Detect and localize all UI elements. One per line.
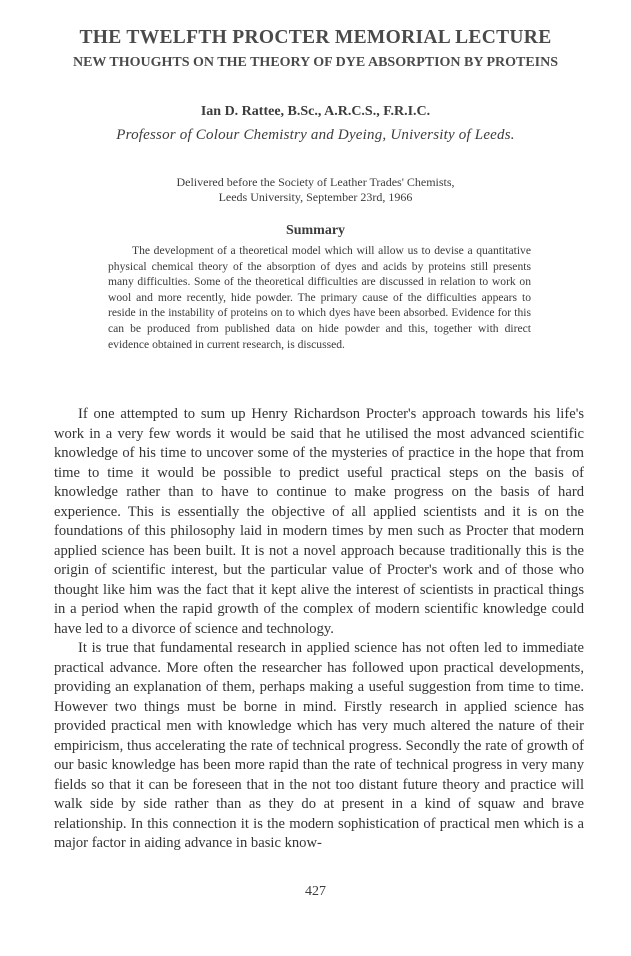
page-number: 427 <box>305 884 326 899</box>
delivery-note-line-2: Leeds University, September 23rd, 1966 <box>218 189 413 204</box>
summary-text: The development of a theoretical model which will allow us to devise a quantitative physical chemical theory of the absorption of dyes and acids by proteins still presents many difficulties. Some of the theoretical difficulties are discussed in relation to work on wool and more recently, hide powder. The primary cause of the difficulties appears to reside in the instability of proteins on to which dyes have been absorbed. Evidence for this can be produced from published data on hide powder and this, together with direct evidence obtained in current research, is discussed. <box>108 244 531 351</box>
delivery-note-line-1: Delivered before the Society of Leather Trades' Chemists, <box>176 175 455 189</box>
body-paragraph: If one attempted to sum up Henry Richardson Procter's approach towards his life's work in a very few words it would be said that he utilised the most advanced scientific knowledge of his time to uncover some of the mysteries of practice in the hope that from time to time it would be possible to predict useful practical steps on the basis of knowledge rather than to have to continue to make progress on the basis of hard experience. This is essentially the objective of all applied scientists and it is on the foundations of this philosophy laid in modern times by men such as Procter that modern applied science has been built. It is not a novel approach because traditionally this is the origin of scientific interest, but the particular value of Procter's work and of those who thought like him was the fact that it kept alive the interest of scientists in practical things in a period when the rapid growth of the complex of modern scientific knowledge could have led to a divorce of science and technology. <box>54 406 584 637</box>
body-text <box>54 405 584 854</box>
summary-heading: Summary <box>285 223 346 238</box>
body-paragraph: It is true that fundamental research in applied science has not often led to immediate practical advance. More often the researcher has followed upon practical developments, providing an explanation of them, perhaps making a useful suggestion from time to time. However two things must be borne in mind. Firstly research in applied science has provided practical men with knowledge which has very much altered the nature of their empiricism, thus accelerating the rate of technical progress. Secondly the rate of growth of our basic knowledge has been more rapid than the rate of technical progress in very many fields so that it can be foreseen that in the not too distant future theory and practice will walk side by side rather than as they do at present in a kind of squaw and brave relationship. In this connection it is the modern sophistication of practical men which is a major factor in aiding advance in basic know- <box>54 640 584 851</box>
paper-subtitle: NEW THOUGHTS ON THE THEORY OF DYE ABSORPTION BY PROTEINS <box>72 55 559 70</box>
author-name: Ian D. Rattee, B.Sc., A.R.C.S., F.R.I.C. <box>200 104 431 119</box>
lecture-title: THE TWELFTH PROCTER MEMORIAL LECTURE <box>79 27 552 48</box>
delivery-note <box>0 175 631 204</box>
author-affiliation: Professor of Colour Chemistry and Dyeing, University of Leeds. <box>116 127 515 143</box>
